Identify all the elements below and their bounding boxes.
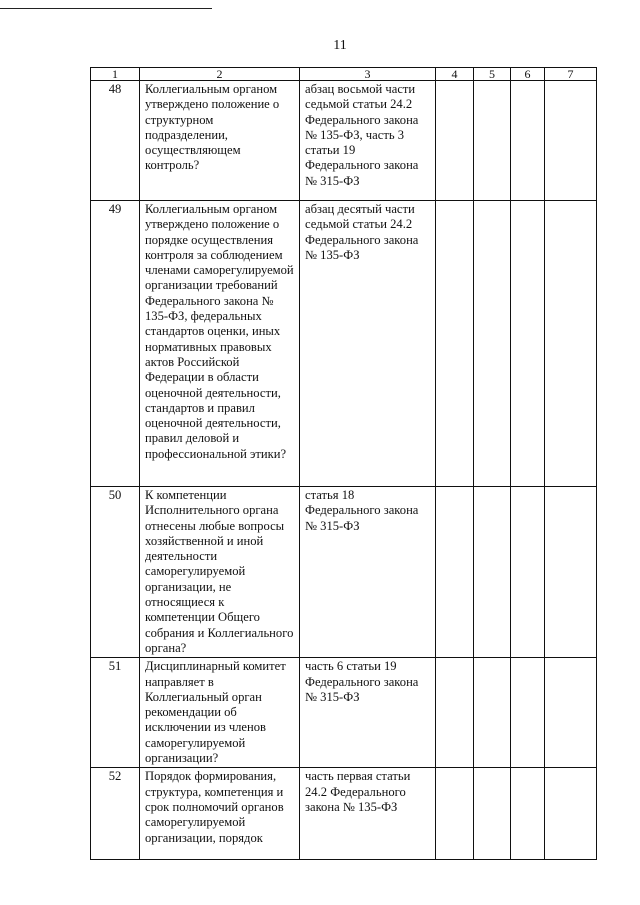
empty-cell [436,487,474,658]
empty-cell [436,658,474,768]
col-header: 5 [474,68,511,81]
empty-cell [545,768,597,860]
row-number: 51 [91,658,140,768]
table-row [91,81,597,201]
col-header: 3 [300,68,436,81]
empty-cell [545,201,597,487]
reference-cell: абзац десятый части седьмой статьи 24.2 Федерального закона № 135-ФЗ [300,201,436,487]
row-number: 50 [91,487,140,658]
question-cell: Коллегиальным органом утверждено положение о порядке осуществления контроля за соблюдением членами саморегулируемой организации требований Федерального закона № 135-ФЗ, федеральных стандартов оценки, иных нормативных правовых актов Российской Федерации в области оценочной деятельности, стандартов и правил оценочной деятельности, правил деловой и профессиональной этики? [140,201,300,487]
empty-cell [474,658,511,768]
empty-cell [511,658,545,768]
empty-cell [511,201,545,487]
row-number: 52 [91,768,140,860]
col-header: 1 [91,68,140,81]
top-rule [0,8,212,9]
empty-cell [511,768,545,860]
page-number: 11 [333,38,347,53]
empty-cell [474,487,511,658]
col-header: 6 [511,68,545,81]
col-header: 2 [140,68,300,81]
empty-cell [436,768,474,860]
question-cell: Коллегиальным органом утверждено положение о структурном подразделении, осуществляющем контроль? [140,81,300,201]
empty-cell [545,487,597,658]
checklist-table [90,67,597,860]
empty-cell [474,201,511,487]
table-row [91,201,597,487]
table-row [91,658,597,768]
question-cell: К компетенции Исполнительного органа отнесены любые вопросы хозяйственной и иной деятельности саморегулируемой организации, не относящиеся к компетенции Общего собрания и Коллегиального органа? [140,487,300,658]
empty-cell [545,658,597,768]
question-cell: Дисциплинарный комитет направляет в Коллегиальный орган рекомендации об исключении из членов саморегулируемой организации? [140,658,300,768]
empty-cell [436,201,474,487]
table-row [91,768,597,860]
reference-cell: часть 6 статьи 19 Федерального закона № 315-ФЗ [300,658,436,768]
empty-cell [436,81,474,201]
row-number: 48 [91,81,140,201]
empty-cell [545,81,597,201]
empty-cell [511,487,545,658]
col-header: 4 [436,68,474,81]
reference-cell: часть первая статьи 24.2 Федерального закона № 135-ФЗ [300,768,436,860]
empty-cell [511,81,545,201]
row-number: 49 [91,201,140,487]
empty-cell [474,768,511,860]
col-header: 7 [545,68,597,81]
reference-cell: статья 18 Федерального закона № 315-ФЗ [300,487,436,658]
question-cell: Порядок формирования, структура, компетенция и срок полномочий органов саморегулируемой организации, порядок [140,768,300,860]
table-row [91,487,597,658]
header-row [91,68,597,81]
reference-cell: абзац восьмой части седьмой статьи 24.2 Федерального закона № 135-ФЗ, часть 3 статьи 19 Федерального закона № 315-ФЗ [300,81,436,201]
empty-cell [474,81,511,201]
